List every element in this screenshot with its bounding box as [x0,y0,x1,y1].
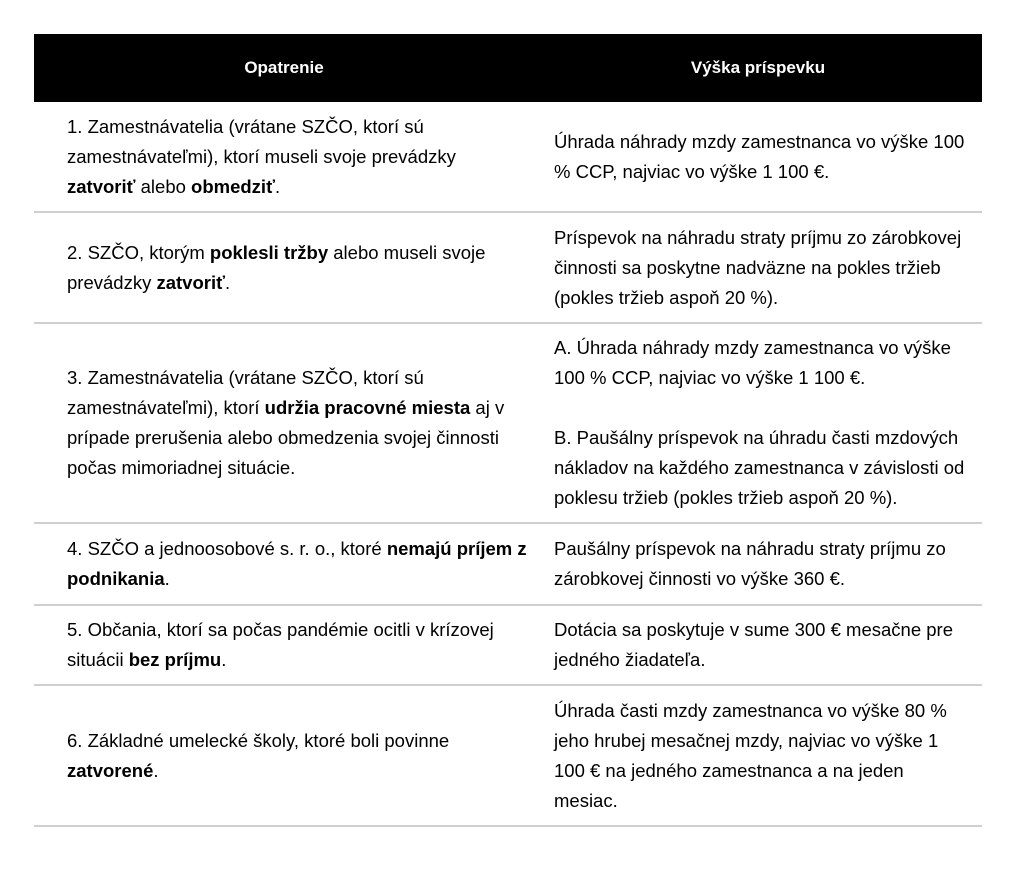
table-row [34,606,982,686]
header-amount: Výška príspevku [690,58,826,77]
measure-cell [34,324,534,522]
amount-text: Úhrada časti mzdy zamestnanca vo výške 80 % jeho hrubej mesačnej mzdy, najviac vo výške 1 100 € na jedného zamestnanca a na jeden mesiac. [554,699,947,811]
amount-text: Dotácia sa poskytuje v sume 300 € mesačne pre jedného žiadateľa. [554,619,953,670]
measure-text: 2. SZČO, ktorým poklesli tržby alebo museli svoje prevádzky zatvoriť. [67,241,486,293]
amount-cell [534,524,982,604]
measure-cell [34,686,534,825]
amount-text-b: B. Paušálny príspevok na úhradu časti mzdových nákladov na každého zamestnanca v závislosti od poklesu tržieb (pokles tržieb aspoň 20 %). [554,427,965,508]
measure-cell [34,102,534,211]
measures-table [34,34,982,827]
measure-text: 4. SZČO a jednoosobové s. r. o., ktoré nemajú príjem z podnikania. [67,538,527,589]
table-row [34,524,982,606]
amount-text: Príspevok na náhradu straty príjmu zo zárobkovej činnosti sa poskytne nadväzne na pokles tržieb (pokles tržieb aspoň 20 %). [554,226,962,308]
table-row [34,102,982,213]
amount-cell [534,686,982,825]
amount-text: Úhrada náhrady mzdy zamestnanca vo výške 100 % CCP, najviac vo výške 1 100 €. [554,130,965,182]
measure-text: 1. Zamestnávatelia (vrátane SZČO, ktorí sú zamestnávateľmi), ktorí museli svoje prevádzky zatvoriť alebo obmedziť. [67,115,456,197]
table-row [34,213,982,324]
header-measure: Opatrenie [244,58,324,77]
amount-text: Paušálny príspevok na náhradu straty príjmu zo zárobkovej činnosti vo výške 360 €. [554,538,946,589]
amount-text-a: A. Úhrada náhrady mzdy zamestnanca vo výške 100 % CCP, najviac vo výške 1 100 €. [554,337,951,388]
measure-cell [34,524,534,604]
table-row [34,686,982,827]
measure-cell [34,606,534,684]
amount-cell [534,606,982,684]
amount-cell [534,102,982,211]
amount-cell [534,213,982,322]
measure-text: 3. Zamestnávatelia (vrátane SZČO, ktorí sú zamestnávateľmi), ktorí udržia pracovné miesta aj v prípade prerušenia alebo obmedzenia svojej činnosti počas mimoriadnej situácie. [67,367,505,478]
amount-cell [534,324,982,522]
measure-text: 6. Základné umelecké školy, ktoré boli povinne zatvorené. [67,729,450,781]
table-header [34,34,982,102]
table-row [34,324,982,524]
measure-text: 5. Občania, ktorí sa počas pandémie ocitli v krízovej situácii bez príjmu. [67,619,494,670]
measure-cell [34,213,534,322]
